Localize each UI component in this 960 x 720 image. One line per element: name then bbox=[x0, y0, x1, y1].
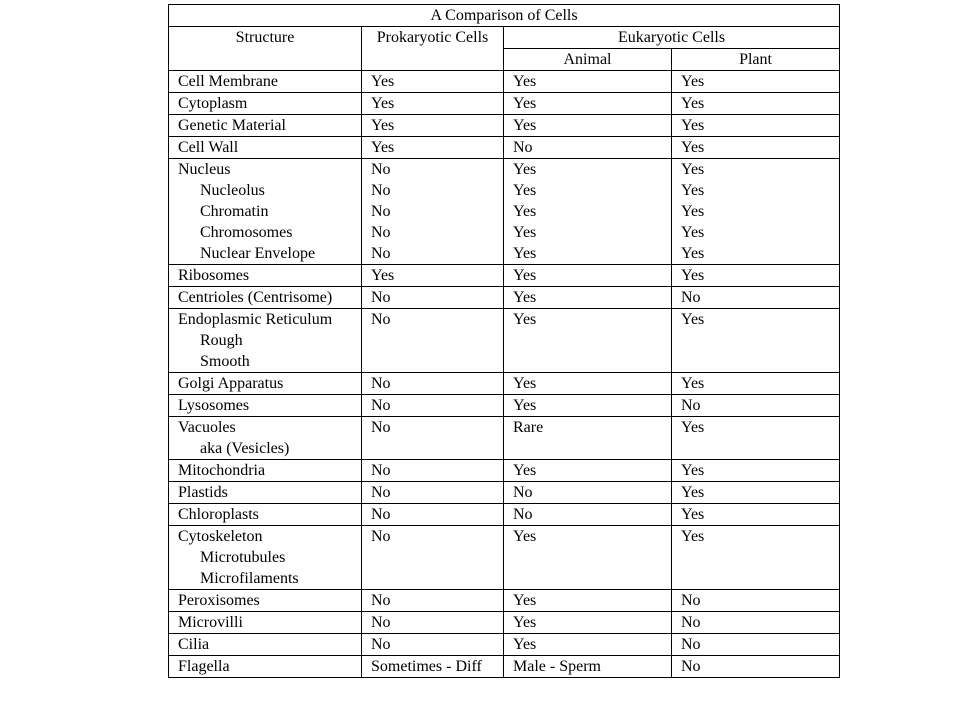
table-row bbox=[169, 395, 840, 417]
presence-value: No bbox=[371, 506, 391, 523]
cell-animal bbox=[504, 504, 672, 526]
header-structure: Structure bbox=[169, 27, 362, 71]
sub-structure-name: Chromosomes bbox=[200, 224, 293, 241]
header-animal: Animal bbox=[504, 49, 672, 71]
presence-value: No bbox=[371, 636, 391, 653]
cell-animal bbox=[504, 482, 672, 504]
cell-structure bbox=[169, 504, 362, 526]
cell-plant bbox=[672, 71, 840, 93]
presence-value: No bbox=[371, 592, 391, 609]
presence-value: Yes bbox=[681, 311, 705, 328]
cell-animal bbox=[504, 309, 672, 373]
presence-value: No bbox=[371, 528, 391, 545]
cell-animal bbox=[504, 71, 672, 93]
presence-value: No bbox=[371, 161, 391, 178]
cell-structure bbox=[169, 115, 362, 137]
structure-name: Lysosomes bbox=[178, 397, 250, 414]
cell-structure bbox=[169, 265, 362, 287]
presence-value: No bbox=[681, 614, 701, 631]
cell-prokaryotic bbox=[362, 526, 504, 590]
table-row bbox=[169, 137, 840, 159]
presence-value: No bbox=[371, 182, 391, 199]
cell-prokaryotic bbox=[362, 373, 504, 395]
cell-plant bbox=[672, 634, 840, 656]
cell-structure bbox=[169, 373, 362, 395]
table-row bbox=[169, 309, 840, 373]
presence-value: Yes bbox=[371, 73, 395, 90]
table-row bbox=[169, 115, 840, 137]
structure-name: Flagella bbox=[178, 658, 230, 675]
structure-name: Cell Wall bbox=[178, 139, 239, 156]
presence-value: Yes bbox=[681, 182, 705, 199]
cell-structure bbox=[169, 590, 362, 612]
header-plant: Plant bbox=[672, 49, 840, 71]
cell-prokaryotic bbox=[362, 460, 504, 482]
structure-name: Microvilli bbox=[178, 614, 243, 631]
sub-structure-name: Nuclear Envelope bbox=[200, 245, 316, 262]
header-prokaryotic: Prokaryotic Cells bbox=[362, 27, 504, 71]
presence-value: No bbox=[371, 484, 391, 501]
table-row bbox=[169, 93, 840, 115]
presence-value: Yes bbox=[513, 311, 537, 328]
structure-name: Cytoskeleton bbox=[178, 528, 263, 545]
cell-prokaryotic bbox=[362, 115, 504, 137]
cell-animal bbox=[504, 590, 672, 612]
structure-name: Peroxisomes bbox=[178, 592, 260, 609]
cell-animal bbox=[504, 460, 672, 482]
structure-name: Plastids bbox=[178, 484, 228, 501]
presence-value: Yes bbox=[681, 462, 705, 479]
cell-prokaryotic bbox=[362, 159, 504, 265]
presence-value: Yes bbox=[681, 419, 705, 436]
presence-value: Yes bbox=[513, 117, 537, 134]
presence-value: Yes bbox=[513, 636, 537, 653]
table-title: A Comparison of Cells bbox=[169, 5, 840, 27]
table-row bbox=[169, 634, 840, 656]
cell-prokaryotic bbox=[362, 93, 504, 115]
cell-plant bbox=[672, 417, 840, 460]
cell-plant bbox=[672, 590, 840, 612]
structure-name: Cilia bbox=[178, 636, 210, 653]
presence-value: Yes bbox=[681, 224, 705, 241]
sub-structure-name: Rough bbox=[200, 332, 243, 349]
presence-value: Yes bbox=[513, 592, 537, 609]
presence-value: Yes bbox=[681, 203, 705, 220]
cell-animal bbox=[504, 395, 672, 417]
cell-structure bbox=[169, 634, 362, 656]
cell-plant bbox=[672, 309, 840, 373]
title-row bbox=[169, 5, 840, 27]
structure-name: Centrioles (Centrisome) bbox=[178, 289, 333, 306]
presence-value: Yes bbox=[681, 95, 705, 112]
structure-name: Chloroplasts bbox=[178, 506, 259, 523]
cell-plant bbox=[672, 115, 840, 137]
cell-prokaryotic bbox=[362, 395, 504, 417]
structure-name: Genetic Material bbox=[178, 117, 286, 134]
cell-structure bbox=[169, 395, 362, 417]
cell-animal bbox=[504, 115, 672, 137]
cell-structure bbox=[169, 287, 362, 309]
presence-value: No bbox=[681, 658, 701, 675]
table-row bbox=[169, 656, 840, 678]
cell-plant bbox=[672, 612, 840, 634]
presence-value: No bbox=[371, 397, 391, 414]
cell-structure bbox=[169, 137, 362, 159]
cell-plant bbox=[672, 656, 840, 678]
presence-value: No bbox=[513, 484, 533, 501]
header-eukaryotic: Eukaryotic Cells bbox=[504, 27, 840, 49]
presence-value: Yes bbox=[513, 182, 537, 199]
table-body bbox=[169, 71, 840, 678]
cell-structure bbox=[169, 656, 362, 678]
presence-value: No bbox=[371, 311, 391, 328]
presence-value: Yes bbox=[513, 161, 537, 178]
structure-name: Endoplasmic Reticulum bbox=[178, 311, 333, 328]
cell-plant bbox=[672, 93, 840, 115]
table-row bbox=[169, 287, 840, 309]
presence-value: Yes bbox=[371, 95, 395, 112]
cell-prokaryotic bbox=[362, 656, 504, 678]
cell-plant bbox=[672, 504, 840, 526]
sub-structure-name: aka (Vesicles) bbox=[200, 440, 290, 457]
presence-value: Yes bbox=[681, 139, 705, 156]
presence-value: Yes bbox=[513, 462, 537, 479]
structure-name: Cytoplasm bbox=[178, 95, 248, 112]
cell-plant bbox=[672, 395, 840, 417]
cell-prokaryotic bbox=[362, 634, 504, 656]
presence-value: Yes bbox=[371, 139, 395, 156]
cell-animal bbox=[504, 417, 672, 460]
presence-value: No bbox=[681, 397, 701, 414]
presence-value: No bbox=[371, 245, 391, 262]
cell-animal bbox=[504, 137, 672, 159]
presence-value: Yes bbox=[371, 117, 395, 134]
cell-prokaryotic bbox=[362, 482, 504, 504]
cell-animal bbox=[504, 634, 672, 656]
presence-value: Yes bbox=[513, 267, 537, 284]
presence-value: No bbox=[681, 592, 701, 609]
cell-plant bbox=[672, 460, 840, 482]
sub-structure-name: Nucleolus bbox=[200, 182, 265, 199]
presence-value: Yes bbox=[513, 73, 537, 90]
presence-value: No bbox=[371, 224, 391, 241]
cell-plant bbox=[672, 526, 840, 590]
presence-value: Yes bbox=[681, 375, 705, 392]
cell-animal bbox=[504, 612, 672, 634]
cell-prokaryotic bbox=[362, 137, 504, 159]
cell-animal bbox=[504, 656, 672, 678]
cell-prokaryotic bbox=[362, 287, 504, 309]
presence-value: Yes bbox=[513, 203, 537, 220]
cell-plant bbox=[672, 137, 840, 159]
cell-structure bbox=[169, 309, 362, 373]
cell-structure bbox=[169, 159, 362, 265]
presence-value: No bbox=[371, 203, 391, 220]
sub-structure-name: Microtubules bbox=[200, 549, 286, 566]
sub-structure-name: Smooth bbox=[200, 353, 250, 370]
presence-value: Yes bbox=[681, 73, 705, 90]
table-row bbox=[169, 373, 840, 395]
cell-prokaryotic bbox=[362, 417, 504, 460]
presence-value: Sometimes - Diff bbox=[371, 658, 482, 675]
presence-value: Rare bbox=[513, 419, 544, 436]
cell-animal bbox=[504, 93, 672, 115]
presence-value: Yes bbox=[681, 245, 705, 262]
cell-prokaryotic bbox=[362, 612, 504, 634]
cell-structure bbox=[169, 93, 362, 115]
presence-value: No bbox=[513, 506, 533, 523]
presence-value: Yes bbox=[513, 224, 537, 241]
table-row bbox=[169, 159, 840, 265]
presence-value: Male - Sperm bbox=[513, 658, 601, 675]
cell-plant bbox=[672, 265, 840, 287]
presence-value: Yes bbox=[513, 397, 537, 414]
presence-value: No bbox=[681, 636, 701, 653]
presence-value: No bbox=[371, 614, 391, 631]
presence-value: Yes bbox=[681, 506, 705, 523]
cell-structure bbox=[169, 482, 362, 504]
table-row bbox=[169, 71, 840, 93]
cell-prokaryotic bbox=[362, 504, 504, 526]
cell-animal bbox=[504, 373, 672, 395]
cell-comparison-table bbox=[168, 4, 840, 678]
header-row bbox=[169, 27, 840, 49]
table-row bbox=[169, 482, 840, 504]
table-row bbox=[169, 590, 840, 612]
table-row bbox=[169, 460, 840, 482]
presence-value: Yes bbox=[513, 528, 537, 545]
presence-value: Yes bbox=[681, 117, 705, 134]
presence-value: Yes bbox=[681, 267, 705, 284]
cell-structure bbox=[169, 460, 362, 482]
cell-structure bbox=[169, 612, 362, 634]
cell-plant bbox=[672, 287, 840, 309]
structure-name: Cell Membrane bbox=[178, 73, 278, 90]
table-row bbox=[169, 612, 840, 634]
table-row bbox=[169, 526, 840, 590]
sub-structure-name: Microfilaments bbox=[200, 570, 299, 587]
cell-animal bbox=[504, 287, 672, 309]
sub-structure-name: Chromatin bbox=[200, 203, 269, 220]
structure-name: Nucleus bbox=[178, 161, 231, 178]
structure-name: Vacuoles bbox=[178, 419, 236, 436]
presence-value: Yes bbox=[681, 484, 705, 501]
presence-value: No bbox=[513, 139, 533, 156]
presence-value: Yes bbox=[513, 375, 537, 392]
presence-value: No bbox=[681, 289, 701, 306]
cell-animal bbox=[504, 265, 672, 287]
cell-animal bbox=[504, 159, 672, 265]
presence-value: No bbox=[371, 375, 391, 392]
presence-value: Yes bbox=[371, 267, 395, 284]
presence-value: Yes bbox=[681, 161, 705, 178]
table-row bbox=[169, 417, 840, 460]
presence-value: Yes bbox=[513, 289, 537, 306]
cell-structure bbox=[169, 526, 362, 590]
cell-structure bbox=[169, 71, 362, 93]
cell-prokaryotic bbox=[362, 309, 504, 373]
table-row bbox=[169, 504, 840, 526]
cell-prokaryotic bbox=[362, 590, 504, 612]
structure-name: Ribosomes bbox=[178, 267, 250, 284]
cell-structure bbox=[169, 417, 362, 460]
structure-name: Mitochondria bbox=[178, 462, 266, 479]
presence-value: No bbox=[371, 289, 391, 306]
presence-value: Yes bbox=[681, 528, 705, 545]
presence-value: No bbox=[371, 419, 391, 436]
cell-plant bbox=[672, 373, 840, 395]
cell-plant bbox=[672, 159, 840, 265]
presence-value: No bbox=[371, 462, 391, 479]
presence-value: Yes bbox=[513, 95, 537, 112]
structure-name: Golgi Apparatus bbox=[178, 375, 284, 392]
table-row bbox=[169, 265, 840, 287]
cell-animal bbox=[504, 526, 672, 590]
cell-prokaryotic bbox=[362, 265, 504, 287]
presence-value: Yes bbox=[513, 245, 537, 262]
cell-prokaryotic bbox=[362, 71, 504, 93]
presence-value: Yes bbox=[513, 614, 537, 631]
cell-plant bbox=[672, 482, 840, 504]
